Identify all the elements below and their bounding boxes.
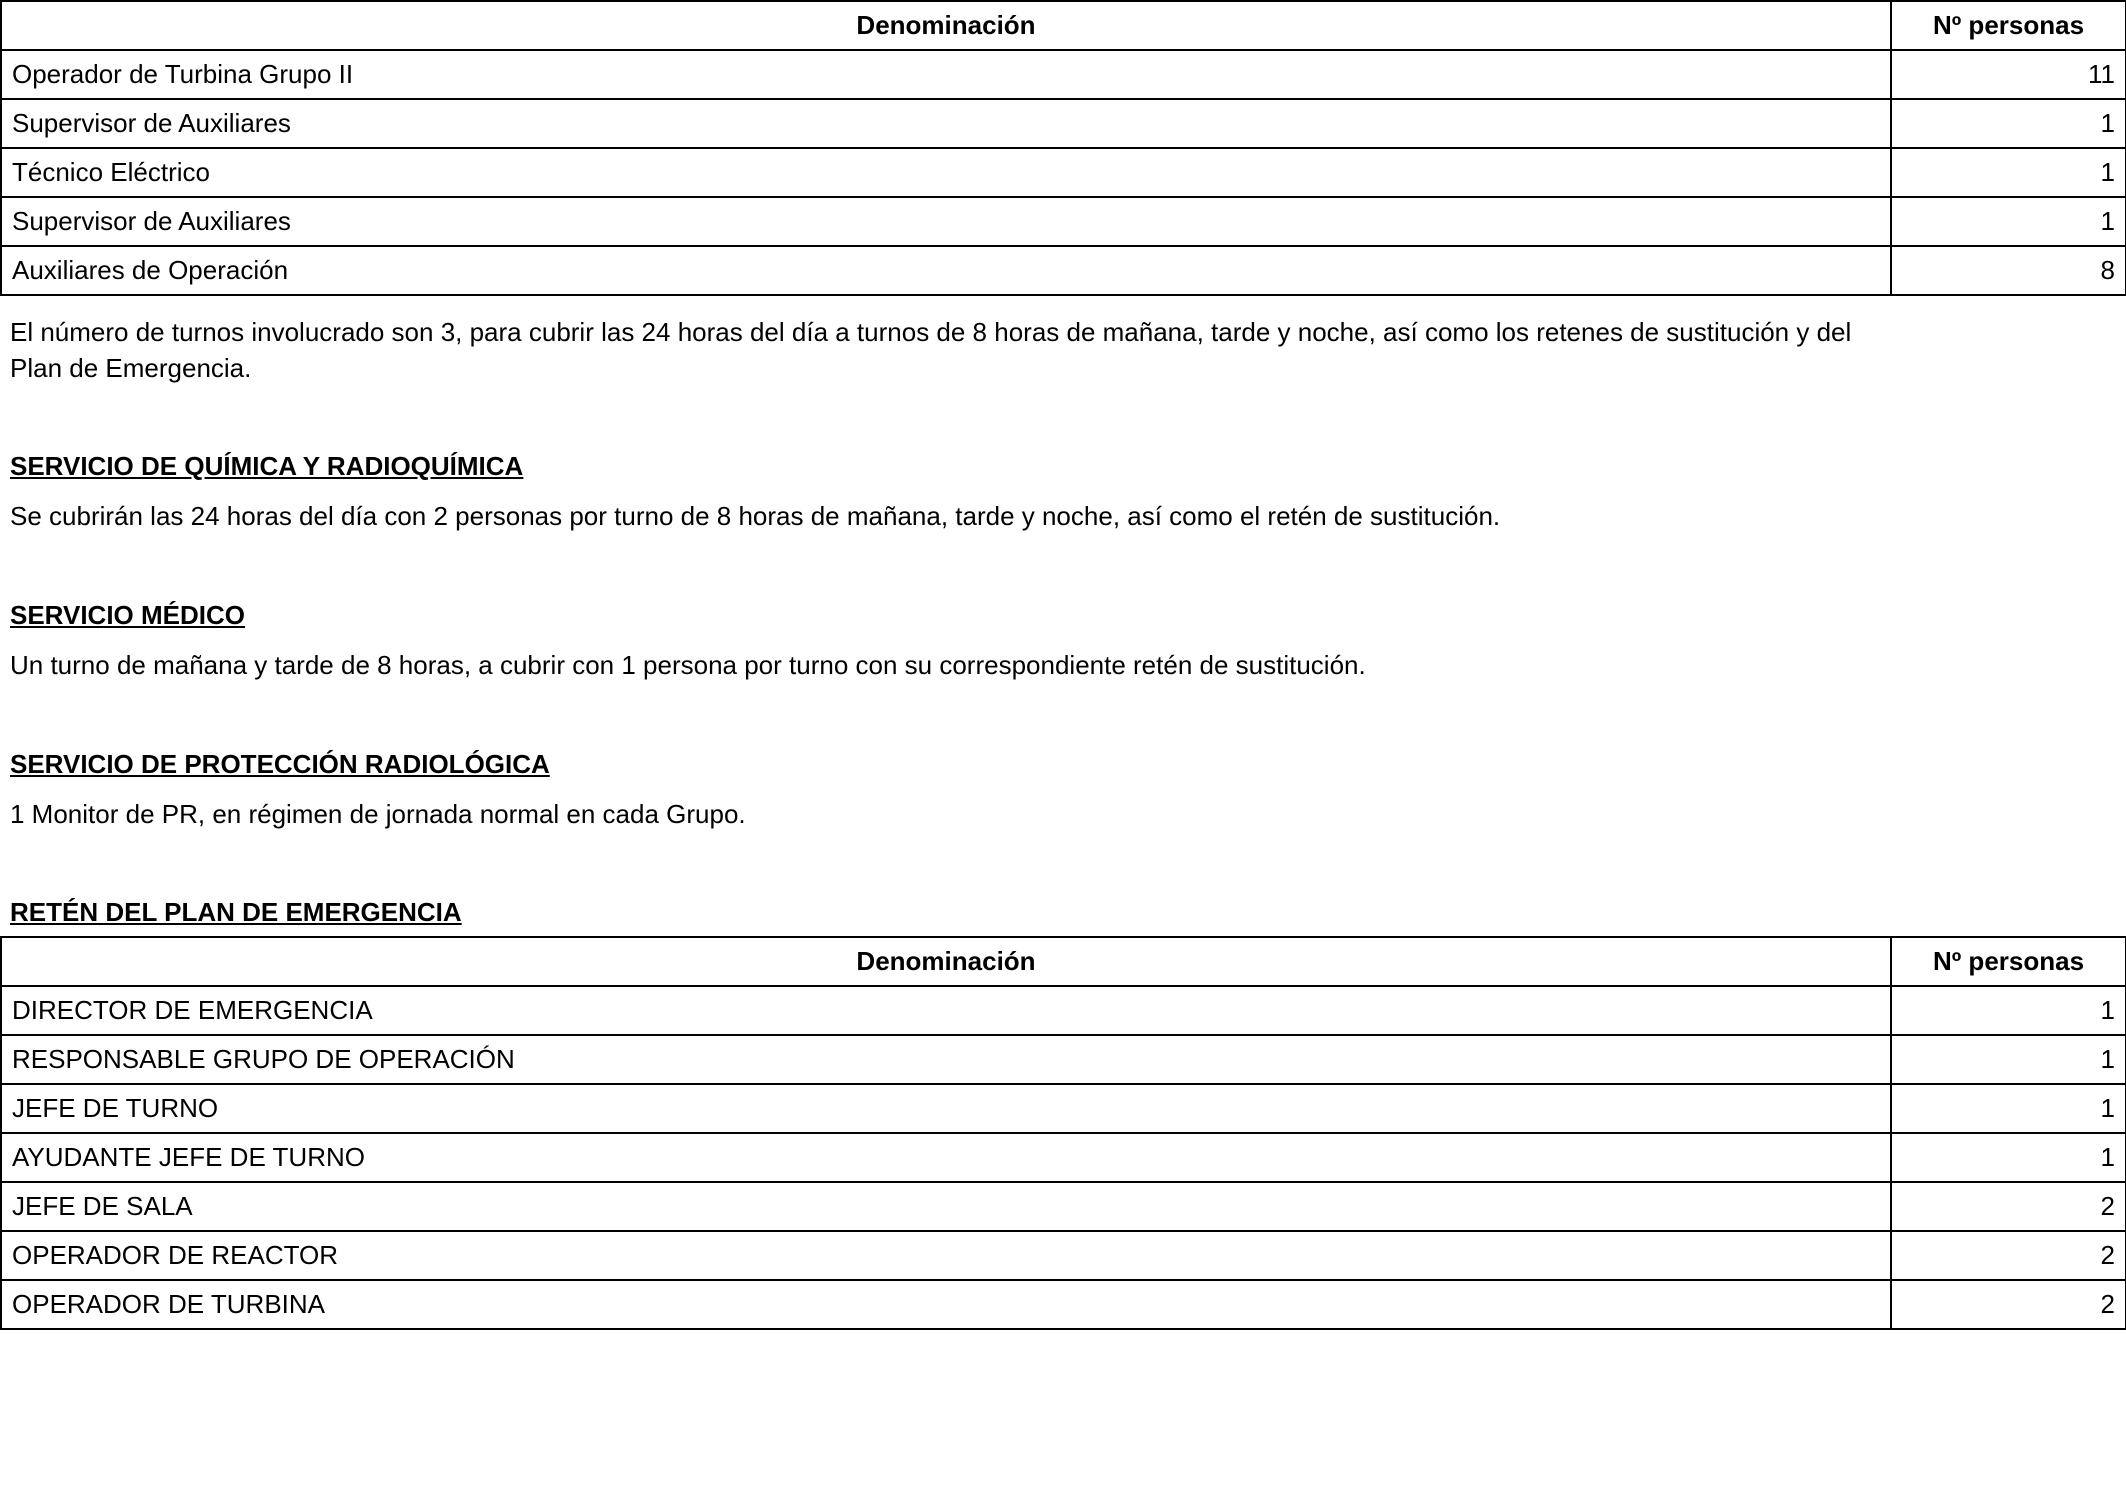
row-denominacion: Auxiliares de Operación	[1, 246, 1891, 295]
section-text-quimica: Se cubrirán las 24 horas del día con 2 personas por turno de 8 horas de mañana, tarde y noche, así como el retén de sustitución.	[10, 501, 1501, 531]
row-personas: 1	[1891, 1035, 2126, 1084]
section-heading-reten: RETÉN DEL PLAN DE EMERGENCIA	[10, 897, 462, 927]
table-row	[1, 1182, 2126, 1231]
row-personas: 2	[1891, 1280, 2126, 1329]
column-header-denominacion: Denominación	[1, 937, 1891, 986]
row-denominacion: DIRECTOR DE EMERGENCIA	[1, 986, 1891, 1035]
row-personas: 1	[1891, 1133, 2126, 1182]
row-denominacion: Técnico Eléctrico	[1, 148, 1891, 197]
table-row	[1, 1280, 2126, 1329]
personnel-table-operation	[0, 0, 2126, 296]
row-denominacion: RESPONSABLE GRUPO DE OPERACIÓN	[1, 1035, 1891, 1084]
table-row	[1, 1084, 2126, 1133]
table-row	[1, 1035, 2126, 1084]
section-text-medico: Un turno de mañana y tarde de 8 horas, a cubrir con 1 persona por turno con su correspondiente retén de sustitución.	[10, 650, 1366, 680]
column-header-personas: Nº personas	[1891, 937, 2126, 986]
personnel-table-emergency	[0, 936, 2126, 1330]
row-denominacion: JEFE DE SALA	[1, 1182, 1891, 1231]
row-personas: 1	[1891, 148, 2126, 197]
table-row	[1, 99, 2126, 148]
row-personas: 2	[1891, 1231, 2126, 1280]
row-denominacion: JEFE DE TURNO	[1, 1084, 1891, 1133]
row-personas: 2	[1891, 1182, 2126, 1231]
row-personas: 1	[1891, 99, 2126, 148]
section-heading-proteccion: SERVICIO DE PROTECCIÓN RADIOLÓGICA	[10, 749, 550, 779]
column-header-personas: Nº personas	[1891, 1, 2126, 50]
table-row	[1, 148, 2126, 197]
table-header-row	[1, 1, 2126, 50]
row-personas: 1	[1891, 1084, 2126, 1133]
row-denominacion: Supervisor de Auxiliares	[1, 197, 1891, 246]
row-denominacion: AYUDANTE JEFE DE TURNO	[1, 1133, 1891, 1182]
row-personas: 8	[1891, 246, 2126, 295]
row-personas: 11	[1891, 50, 2126, 99]
column-header-denominacion: Denominación	[1, 1, 1891, 50]
table-row	[1, 246, 2126, 295]
turnos-note: El número de turnos involucrado son 3, para cubrir las 24 horas del día a turnos de 8 horas de mañana, tarde y noche, así como los retenes de sustitución y del Plan de Emergencia.	[10, 317, 1852, 383]
table-row	[1, 50, 2126, 99]
section-heading-medico: SERVICIO MÉDICO	[10, 600, 246, 630]
section-heading-quimica: SERVICIO DE QUÍMICA Y RADIOQUÍMICA	[10, 451, 524, 481]
row-personas: 1	[1891, 197, 2126, 246]
table-header-row	[1, 937, 2126, 986]
table-row	[1, 197, 2126, 246]
row-denominacion: Supervisor de Auxiliares	[1, 99, 1891, 148]
table-row	[1, 986, 2126, 1035]
table-row	[1, 1133, 2126, 1182]
row-denominacion: OPERADOR DE REACTOR	[1, 1231, 1891, 1280]
table-row	[1, 1231, 2126, 1280]
row-personas: 1	[1891, 986, 2126, 1035]
row-denominacion: Operador de Turbina Grupo II	[1, 50, 1891, 99]
section-text-proteccion: 1 Monitor de PR, en régimen de jornada normal en cada Grupo.	[10, 799, 746, 829]
row-denominacion: OPERADOR DE TURBINA	[1, 1280, 1891, 1329]
